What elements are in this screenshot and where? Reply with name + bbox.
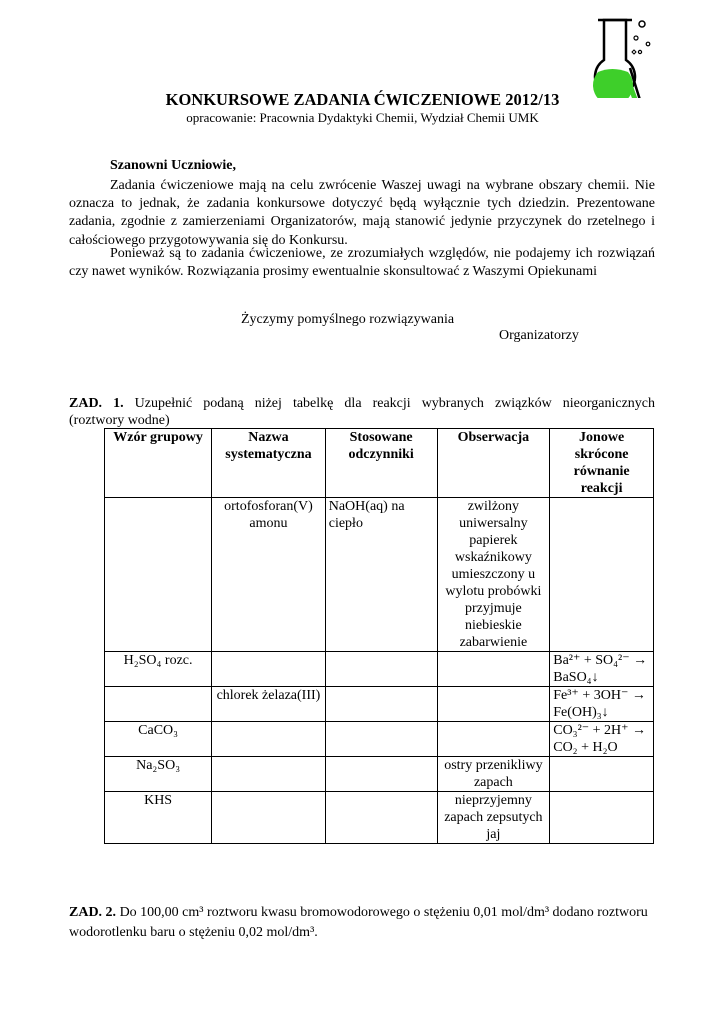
cell-formula: KHS bbox=[105, 792, 212, 844]
task-1-label: ZAD. 1. bbox=[69, 396, 124, 411]
page-title: KONKURSOWE ZADANIA ĆWICZENIOWE 2012/13 bbox=[165, 90, 560, 109]
table-row bbox=[105, 498, 654, 652]
table-row bbox=[105, 757, 654, 792]
wishes-line: Życzymy pomyślnego rozwiązywania bbox=[241, 312, 455, 327]
cell-formula: Na₂SO₃ bbox=[105, 757, 212, 792]
task-2-body: Do 100,00 cm³ roztworu kwasu bromowodorowego o stężeniu 0,01 mol/dm³ dodano roztworu wodorotlenku baru o stężeniu 0,02 mol/dm³. bbox=[69, 905, 648, 940]
table-header-row bbox=[105, 429, 654, 498]
header-reagents: Stosowane odczynniki bbox=[325, 429, 437, 498]
cell-equation bbox=[550, 498, 654, 652]
table-row bbox=[105, 687, 654, 722]
cell-reagents bbox=[325, 722, 437, 757]
cell-formula: H₂SO₄ rozc. bbox=[105, 652, 212, 687]
task-2-text bbox=[69, 903, 669, 943]
cell-observation bbox=[437, 687, 550, 722]
chemistry-flask-icon bbox=[590, 8, 660, 98]
cell-name bbox=[212, 757, 326, 792]
cell-name bbox=[212, 792, 326, 844]
intro-paragraph-1: Zadania ćwiczeniowe mają na celu zwrócenie Waszej uwagi na wybrane obszary chemii. Nie oznacza to jednak, że zadania konkursowe dotyczyć będą wyłącznie tych dziedzin. Prezentowane zadania, zgodnie z zamierzeniami Organizatorów, mają stanowić jedynie przyczynek do rzetelnego i całościowego przygotowywania się do Konkursu. bbox=[69, 178, 655, 248]
table-row bbox=[105, 652, 654, 687]
header-equation: Jonowe skrócone równanie reakcji bbox=[550, 429, 654, 498]
cell-name: ortofosforan(V) amonu bbox=[212, 498, 326, 652]
cell-equation: Ba²⁺ + SO₄²⁻ → BaSO₄↓ bbox=[550, 652, 654, 687]
cell-equation bbox=[550, 757, 654, 792]
task-1-text bbox=[69, 395, 655, 429]
cell-reagents bbox=[325, 792, 437, 844]
table-row bbox=[105, 792, 654, 844]
cell-equation: Fe³⁺ + 3OH⁻ → Fe(OH)₃↓ bbox=[550, 687, 654, 722]
task-1-line-1 bbox=[69, 395, 655, 412]
cell-observation: nieprzyjemny zapach zepsutych jaj bbox=[437, 792, 550, 844]
reaction-table bbox=[104, 428, 654, 844]
cell-observation: zwilżony uniwersalny papierek wskaźnikowy umieszczony u wylotu probówki przyjmuje niebieskie zabarwienie bbox=[437, 498, 550, 652]
table-row bbox=[105, 722, 654, 757]
signature: Organizatorzy bbox=[499, 328, 579, 343]
cell-reagents bbox=[325, 652, 437, 687]
cell-name: chlorek żelaza(III) bbox=[212, 687, 326, 722]
cell-reagents bbox=[325, 687, 437, 722]
task-2-label: ZAD. 2. bbox=[69, 905, 117, 920]
header-formula: Wzór grupowy bbox=[105, 429, 212, 498]
header-name: Nazwa systematyczna bbox=[212, 429, 326, 498]
cell-observation bbox=[437, 652, 550, 687]
task-1-instruction: Uzupełnić podaną niżej tabelkę dla reakcji wybranych związków nieorganicznych bbox=[134, 396, 656, 411]
cell-formula bbox=[105, 498, 212, 652]
cell-formula bbox=[105, 687, 212, 722]
greeting: Szanowni Uczniowie, bbox=[110, 158, 236, 173]
cell-observation bbox=[437, 722, 550, 757]
page-subtitle: opracowanie: Pracownia Dydaktyki Chemii, Wydział Chemii UMK bbox=[186, 110, 539, 125]
cell-formula: CaCO₃ bbox=[105, 722, 212, 757]
cell-name bbox=[212, 722, 326, 757]
cell-reagents: NaOH(aq) na ciepło bbox=[325, 498, 437, 652]
cell-name bbox=[212, 652, 326, 687]
cell-equation bbox=[550, 792, 654, 844]
cell-observation: ostry przenikliwy zapach bbox=[437, 757, 550, 792]
cell-reagents bbox=[325, 757, 437, 792]
cell-equation: CO₃²⁻ + 2H⁺ → CO₂ + H₂O bbox=[550, 722, 654, 757]
task-1-line-2: (roztwory wodne) bbox=[69, 413, 170, 428]
header-observation: Obserwacja bbox=[437, 429, 550, 498]
intro-paragraph-2: Ponieważ są to zadania ćwiczeniowe, ze zrozumiałych względów, nie podajemy ich rozwiązań czy nawet wyników. Rozwiązania prosimy ewentualnie skonsultować z Waszymi Opiekunami bbox=[69, 246, 655, 280]
